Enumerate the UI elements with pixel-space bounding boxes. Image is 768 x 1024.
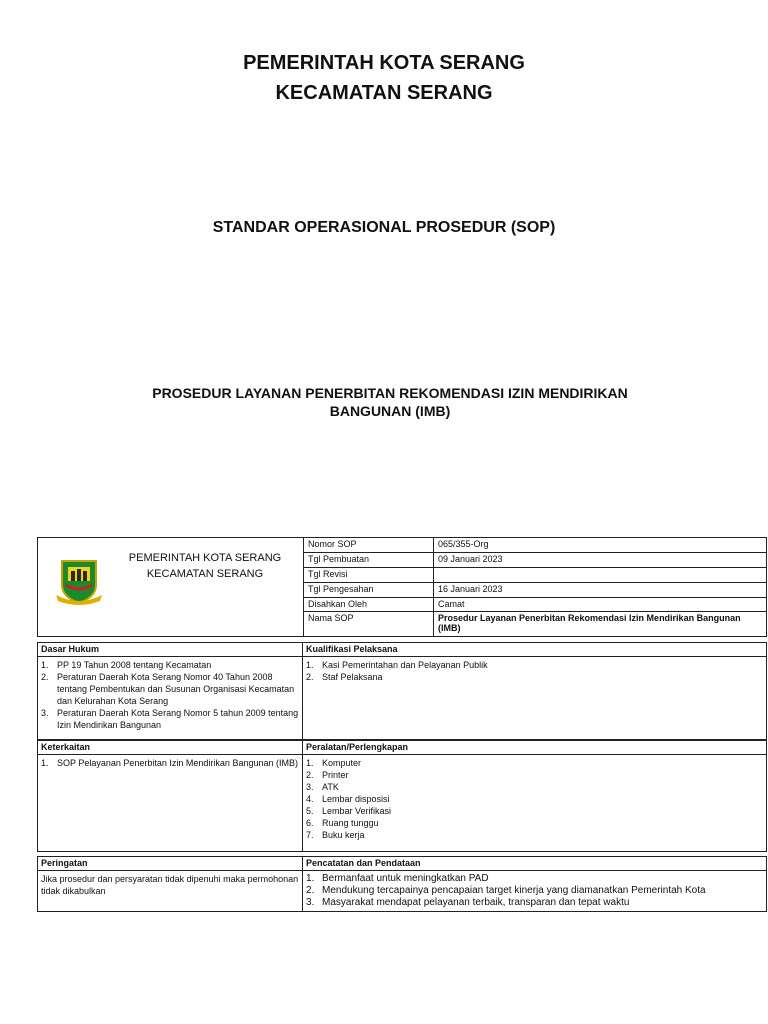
list-item: 1. PP 19 Tahun 2008 tentang Kecamatan (41, 660, 212, 670)
list-item: 2. Mendukung tercapainya pencapaian target kinerja yang diamanatkan Pemerintah Kota (306, 885, 706, 896)
meta-key: Nomor SOP (304, 538, 434, 552)
list-item: 1. Kasi Pemerintahan dan Pelayanan Publik (306, 660, 488, 670)
meta-key: Tgl Pembuatan (304, 553, 434, 567)
section-keterkaitan (37, 740, 767, 852)
heading-peralatan: Peralatan/Perlengkapan (306, 742, 409, 752)
list-item: 2. Peraturan Daerah Kota Serang Nomor 40 Tahun 2008 tentang Pembentukan dan Susunan Organisasi Kecamatan dan Kelurahan Kota Serang (41, 672, 295, 706)
heading-keterkaitan: Keterkaitan (38, 741, 303, 754)
heading-dasar-hukum: Dasar Hukum (38, 643, 303, 656)
keterkaitan-list (38, 755, 303, 852)
meta-row-nomor (304, 538, 767, 553)
list-item: 3. ATK (306, 782, 339, 792)
meta-row-nama-sop (304, 612, 767, 637)
list-item: 4. Lembar disposisi (306, 794, 390, 804)
list-item: 2. Staf Pelaksana (306, 672, 383, 682)
dasar-hukum-list (38, 657, 303, 740)
section-dasar-hukum (37, 642, 767, 740)
meta-key: Nama SOP (304, 612, 434, 637)
list-item: 3. Masyarakat mendapat pelayanan terbaik, transparan dan tepat waktu (306, 897, 630, 908)
org-cell (38, 538, 304, 636)
peringatan-text: Jika prosedur dan persyaratan tidak dipenuhi maka permohonan tidak dikabulkan (38, 871, 303, 912)
procedure-title (120, 384, 660, 420)
pencatatan-list (303, 871, 766, 912)
meta-value: 16 Januari 2023 (438, 584, 503, 594)
list-item: 6. Ruang tunggu (306, 818, 379, 828)
meta-value: 065/355-Org (438, 539, 489, 549)
heading-pencatatan: Pencatatan dan Pendataan (306, 858, 421, 868)
list-item: 2. Printer (306, 770, 349, 780)
meta-key: Tgl Revisi (304, 568, 434, 582)
meta-row-disahkan (304, 598, 767, 612)
org-name-line2: KECAMATAN SERANG (146, 568, 264, 580)
heading-kualifikasi: Kualifikasi Pelaksana (306, 644, 398, 654)
meta-value: Prosedur Layanan Penerbitan Rekomendasi Izin Mendirikan Bangunan (IMB) (438, 613, 741, 633)
meta-row-tgl-revisi (304, 568, 767, 583)
list-item: 1. Komputer (306, 758, 362, 768)
peralatan-list (303, 755, 766, 852)
procedure-title-line2: BANGUNAN (IMB) (329, 403, 451, 419)
kota-serang-emblem-icon (54, 555, 104, 605)
list-item: 1. Bermanfaat untuk meningkatkan PAD (306, 873, 489, 884)
sop-title: STANDAR OPERASIONAL PROSEDUR (SOP) (212, 219, 556, 236)
meta-key: Tgl Pengesahan (304, 583, 434, 597)
org-name-line1: PEMERINTAH KOTA SERANG (128, 552, 282, 564)
procedure-title-line1: PROSEDUR LAYANAN PENERBITAN REKOMENDASI IZIN MENDIRIKAN (152, 385, 628, 401)
list-item: 5. Lembar Verifikasi (306, 806, 392, 816)
title-line2: KECAMATAN SERANG (275, 82, 493, 104)
meta-row-tgl-pengesahan (304, 583, 767, 598)
meta-row-tgl-pembuatan (304, 553, 767, 568)
list-item: 7. Buku kerja (306, 830, 365, 840)
title-line1: PEMERINTAH KOTA SERANG (243, 52, 525, 74)
heading-peringatan: Peringatan (38, 857, 303, 870)
meta-value (434, 568, 767, 582)
meta-value: 09 Januari 2023 (438, 554, 503, 564)
sop-meta-table (304, 538, 767, 637)
list-item: 1. SOP Pelayanan Penerbitan Izin Mendirikan Bangunan (IMB) (41, 758, 298, 768)
section-peringatan (37, 856, 767, 912)
meta-key: Disahkan Oleh (304, 598, 434, 611)
sop-header-table (37, 537, 767, 637)
list-item: 3. Peraturan Daerah Kota Serang Nomor 5 tahun 2009 tentang Izin Mendirikan Bangunan (41, 708, 299, 730)
meta-value: Camat (438, 599, 465, 609)
kualifikasi-list (303, 657, 766, 740)
